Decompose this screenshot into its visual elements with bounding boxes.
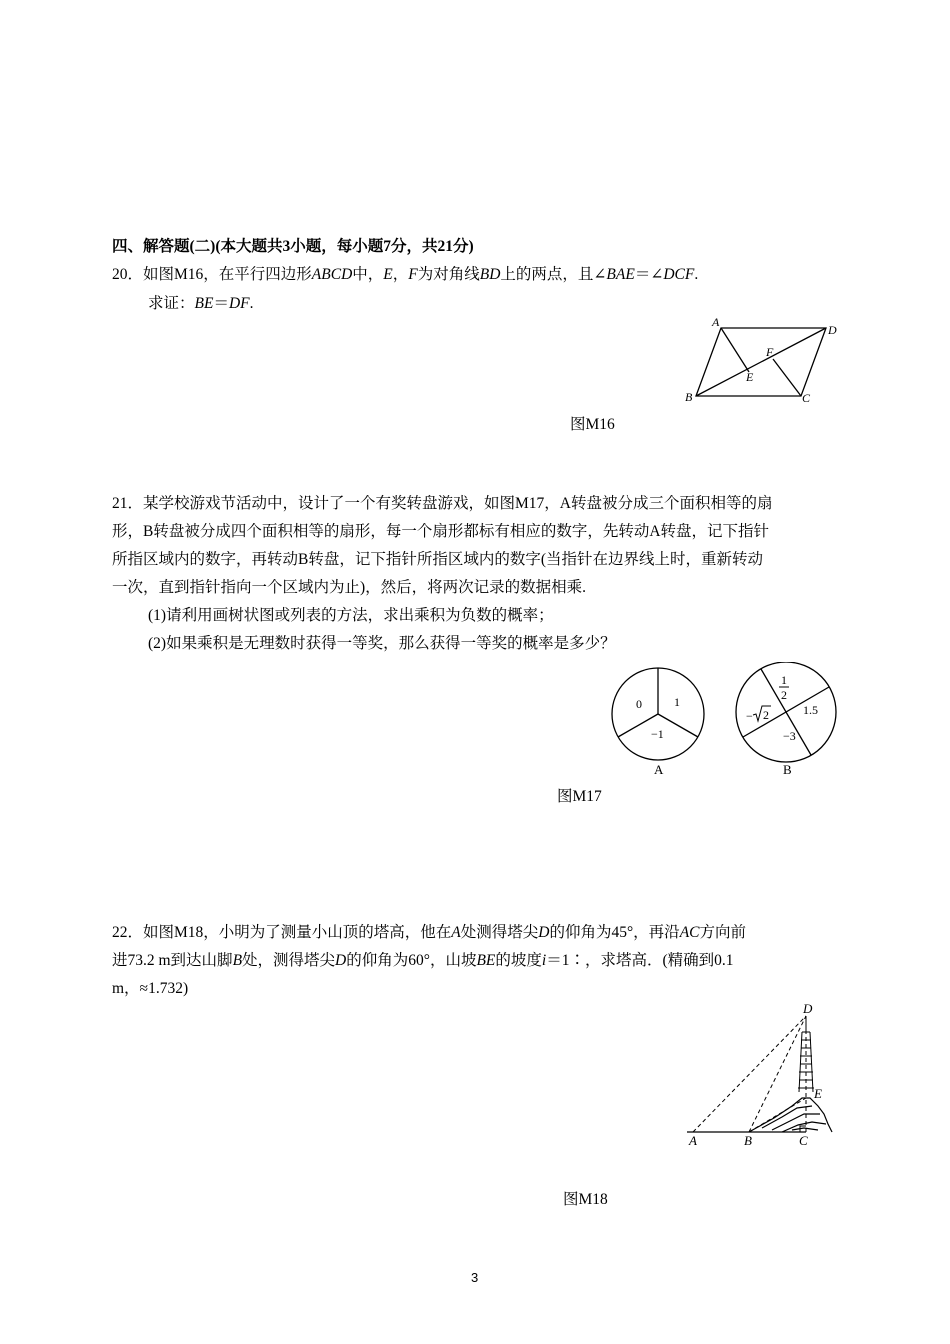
q22-text: 22．如图M18，小明为了测量小山顶的塔高，他在	[112, 924, 452, 941]
figure-m17	[600, 662, 850, 780]
section-heading: 四、解答题(二)(本大题共3小题，每小题7分，共21分)	[112, 238, 474, 255]
wheel-b-half-num: 1	[781, 673, 787, 687]
q20-f: F	[408, 266, 418, 283]
tower-diagram	[682, 1002, 842, 1150]
label-a: A	[689, 1133, 697, 1148]
wheel-a-value: −1	[651, 727, 664, 741]
wheel-b-label: B	[783, 762, 792, 777]
segment-ae	[721, 328, 749, 372]
label-c: C	[799, 1133, 808, 1148]
q22-text: 进73.2 m到达山脚	[112, 952, 233, 969]
q20-be: BE	[194, 295, 214, 312]
sight-line-bd	[749, 1016, 806, 1132]
q22-text: 处，测得塔尖	[242, 952, 336, 969]
diagonal-bd	[696, 328, 826, 396]
q21-sub2: (2)如果乘积是无理数时获得一等奖，那么获得一等奖的概率是多少？	[148, 635, 616, 652]
wheel-b-sqrt-arg: 2	[763, 708, 769, 722]
label-b: B	[744, 1133, 752, 1148]
q20-text: .	[694, 266, 699, 283]
label-f: F	[766, 345, 774, 359]
q21-sub1: (1)请利用画树状图或列表的方法，求出乘积为负数的概率；	[148, 607, 554, 624]
q22-line3: m，≈1.732)	[112, 980, 189, 997]
label-a: A	[712, 315, 720, 329]
label-d: D	[803, 1002, 813, 1016]
q22-be: BE	[476, 952, 496, 969]
hill	[749, 1098, 832, 1132]
figure-m18	[682, 1002, 842, 1150]
q22-text: 处测得塔尖	[460, 924, 539, 941]
parallelogram-diagram	[676, 314, 846, 408]
q20-abcd: ABCD	[311, 266, 353, 283]
wheel-a-value: 1	[674, 695, 680, 709]
figure-m16-caption: 图M16	[570, 416, 615, 433]
q20-line1	[112, 265, 698, 285]
q21-line: 一次，直到指针指向一个区域内为止)，然后，将两次记录的数据相乘.	[112, 579, 587, 596]
q20-dcf: DCF	[663, 266, 695, 283]
q22-d: D	[538, 924, 550, 941]
q22-i: i	[541, 952, 547, 969]
wheel-b-value: 1.5	[803, 703, 818, 717]
segment-cf	[773, 359, 801, 396]
q20-text: ＝∠	[634, 266, 664, 283]
q22-text: 的仰角为45°，再沿	[549, 924, 680, 941]
q20-text: 上的两点，且∠	[500, 266, 607, 283]
wheel-a	[612, 668, 704, 760]
wheel-b-sqrt-prefix: −	[746, 709, 753, 723]
q20-text: ，	[392, 266, 409, 283]
q22-text: ＝1∶，求塔高．(精确到0.1	[546, 952, 734, 969]
q22-d: D	[335, 952, 347, 969]
figure-m17-caption: 图M17	[557, 788, 602, 805]
q22-line2	[112, 951, 734, 971]
q22-line1	[112, 923, 746, 943]
q20-proof-label: 求证：	[148, 295, 195, 312]
q20-text: 为对角线	[417, 266, 480, 283]
label-d: D	[828, 323, 837, 337]
q22-a: A	[451, 924, 461, 941]
q20-proof-line	[148, 294, 254, 314]
q21-line: 21．某学校游戏节活动中，设计了一个有奖转盘游戏，如图M17，A转盘被分成三个面积相等的扇	[112, 495, 773, 512]
q22-ac: AC	[679, 924, 700, 941]
q21-line: 所指区域内的数字，再转动B转盘，记下指针所指区域内的数字(当指针在边界线上时，重新转动	[112, 551, 764, 568]
q21-line: 形，B转盘被分成四个面积相等的扇形，每一个扇形都标有相应的数字，先转动A转盘，记下指针	[112, 523, 770, 540]
q22-text: 的坡度	[495, 952, 542, 969]
q20-e: E	[383, 266, 393, 283]
label-e: E	[746, 370, 754, 384]
label-c: C	[802, 391, 811, 405]
q20-text: 20．如图M16，在平行四边形	[112, 266, 312, 283]
q20-df: DF	[228, 295, 250, 312]
wheel-a-label: A	[654, 762, 664, 777]
q20-text: ＝	[213, 295, 229, 312]
page-number: 3	[471, 1270, 479, 1285]
figure-m18-caption: 图M18	[563, 1191, 608, 1208]
wheel-b-value: −3	[783, 729, 796, 743]
q20-text: 中，	[352, 266, 384, 283]
q20-bd: BD	[479, 266, 501, 283]
q20-text: .	[249, 295, 254, 312]
sight-line-ad	[693, 1016, 806, 1132]
label-b: B	[685, 390, 693, 404]
wheel-a-divider	[658, 714, 698, 737]
label-e: E	[814, 1086, 822, 1101]
wheel-a-value: 0	[636, 697, 642, 711]
q22-text: 方向前	[699, 924, 747, 941]
spinner-diagram	[600, 662, 850, 780]
q22-b: B	[232, 952, 243, 969]
wheel-b-half-den: 2	[781, 688, 787, 702]
q22-text: 的仰角为60°，山坡	[346, 952, 477, 969]
figure-m16	[676, 314, 846, 408]
q20-bae: BAE	[606, 266, 635, 283]
